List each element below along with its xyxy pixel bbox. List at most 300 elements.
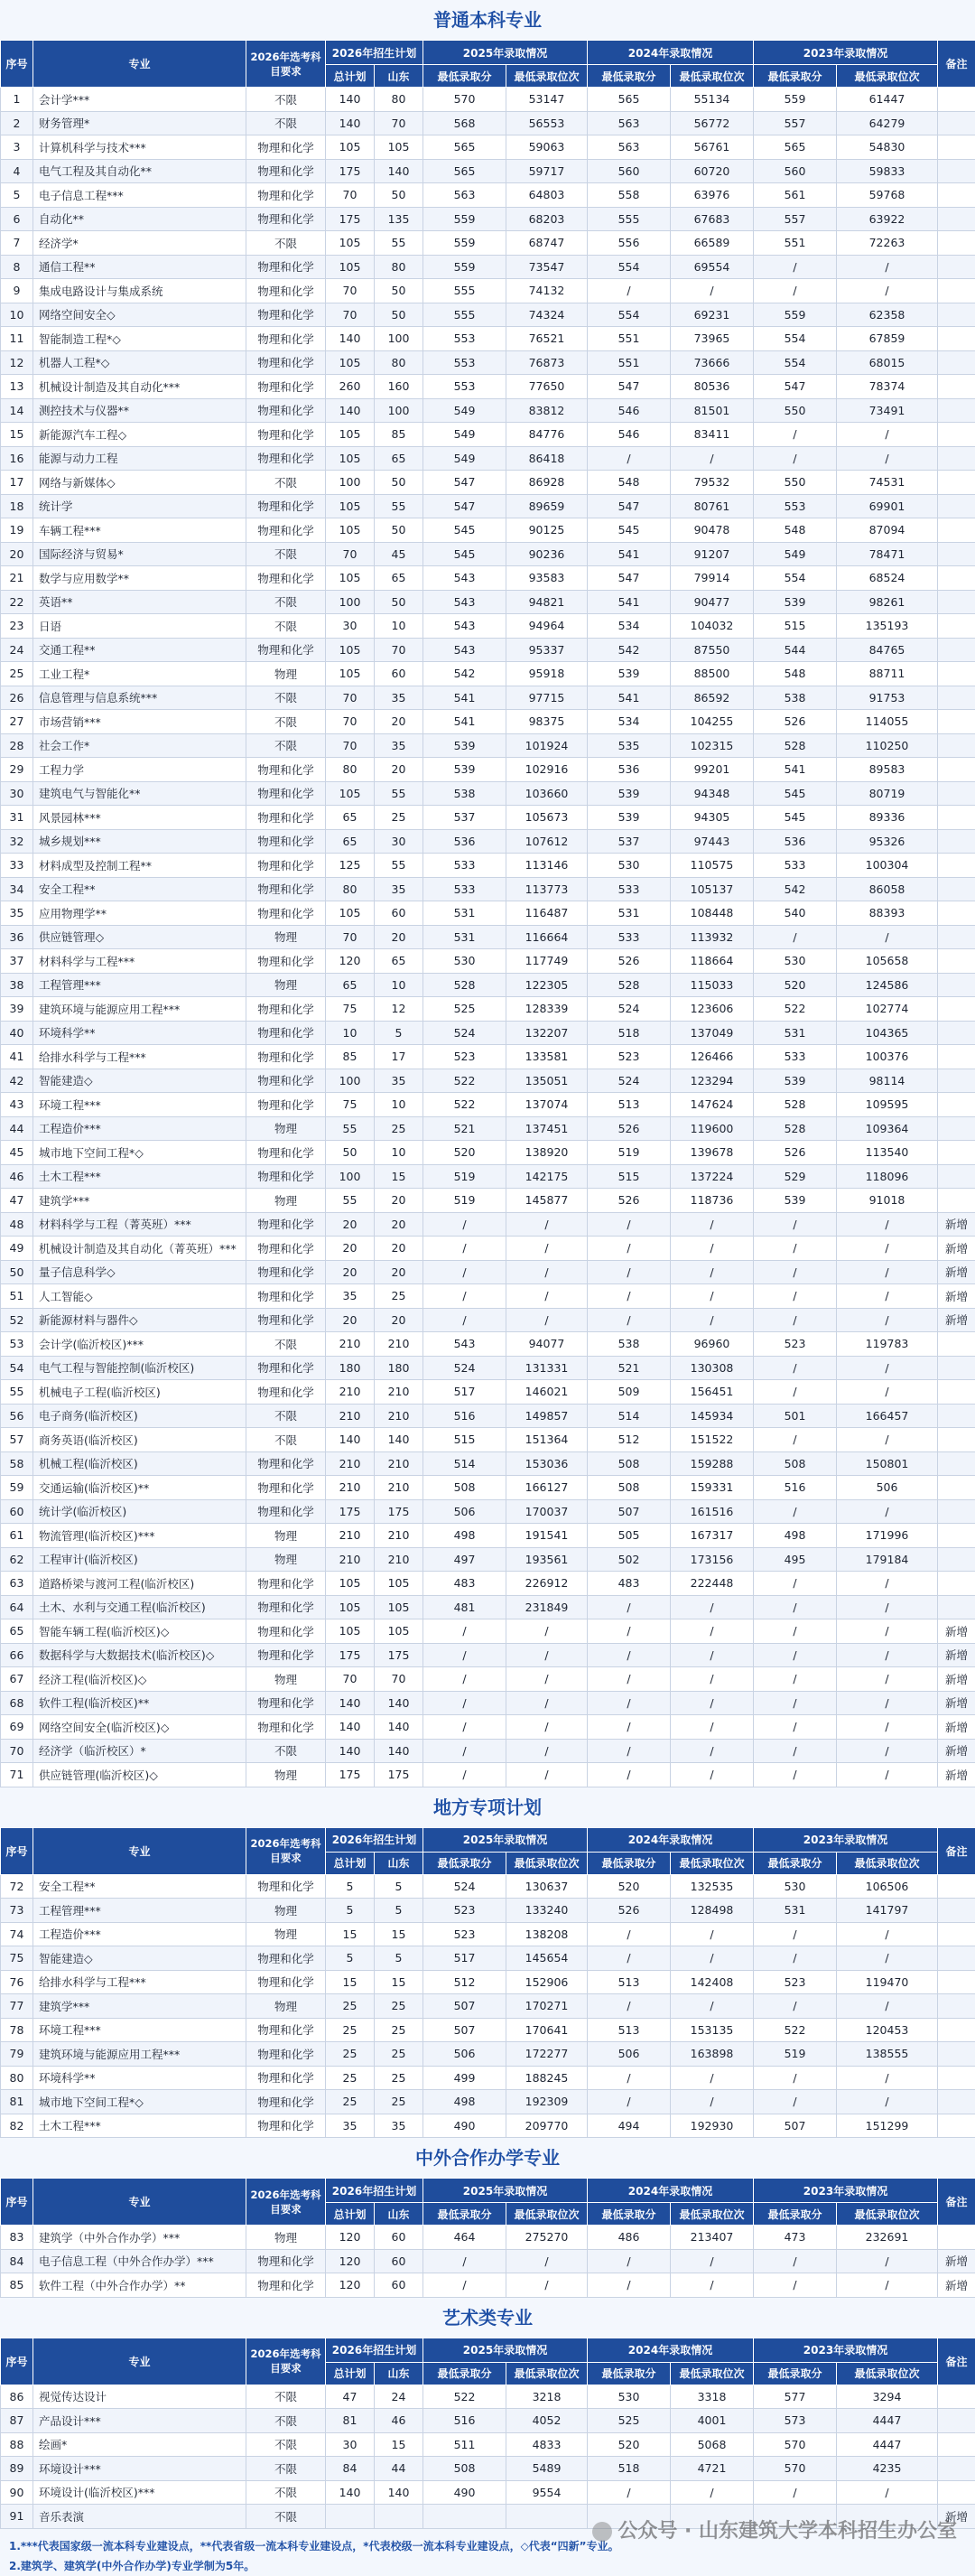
- table-row: [1, 1451, 975, 1476]
- cell-2023-rank: /: [837, 1237, 938, 1261]
- cell-2025-rank: 68747: [506, 231, 588, 256]
- cell-shandong-plan: 105: [375, 1595, 423, 1619]
- cell-shandong-plan: 25: [375, 2066, 423, 2090]
- cell-subject-req: 不限: [246, 1739, 326, 1763]
- cell-2023-rank: 120453: [837, 2018, 938, 2042]
- cell-note: [938, 471, 975, 495]
- cell-2023-rank: 62358: [837, 303, 938, 327]
- cell-2023-score: /: [754, 1308, 837, 1332]
- cell-2025-rank: 138920: [506, 1141, 588, 1165]
- cell-2025-rank: 53147: [506, 88, 588, 112]
- cell-2024-score: /: [588, 1308, 671, 1332]
- cell-shandong-plan: 20: [375, 1189, 423, 1213]
- cell-note: 新增: [938, 1763, 975, 1787]
- cell-total-plan: 105: [326, 518, 375, 543]
- cell-shandong-plan: 25: [375, 2090, 423, 2114]
- cell-2024-rank: 192930: [671, 2114, 754, 2138]
- cell-idx: 20: [1, 542, 33, 566]
- cell-2025-score: /: [423, 2249, 506, 2273]
- cell-note: [938, 854, 975, 878]
- cell-note: [938, 1547, 975, 1572]
- cell-subject-req: 不限: [246, 1428, 326, 1452]
- cell-note: [938, 877, 975, 901]
- cell-note: 新增: [938, 1308, 975, 1332]
- cell-2023-score: 528: [754, 733, 837, 758]
- cell-2024-score: 515: [588, 1164, 671, 1189]
- cell-2025-rank: 56553: [506, 111, 588, 135]
- cell-2024-rank: /: [671, 1284, 754, 1309]
- cell-2024-score: 526: [588, 1899, 671, 1923]
- cell-2024-score: /: [588, 2480, 671, 2505]
- cell-subject-req: 物理和化学: [246, 1946, 326, 1971]
- cell-2025-rank: 76873: [506, 350, 588, 375]
- header-idx: 序号: [1, 2179, 33, 2226]
- header-idx: 序号: [1, 1827, 33, 1874]
- cell-2024-score: /: [588, 1994, 671, 2019]
- table-row: [1, 1116, 975, 1141]
- cell-subject-req: 物理和化学: [246, 303, 326, 327]
- cell-note: [938, 1093, 975, 1117]
- cell-2023-score: 577: [754, 2385, 837, 2409]
- cell-2023-score: 528: [754, 1116, 837, 1141]
- cell-total-plan: 120: [326, 949, 375, 974]
- table-row: [1, 1021, 975, 1045]
- cell-major: 人工智能◇: [33, 1284, 246, 1309]
- cell-2024-rank: 123294: [671, 1069, 754, 1093]
- cell-subject-req: 不限: [246, 2505, 326, 2529]
- cell-2024-rank: 56772: [671, 111, 754, 135]
- header-min-rank-2024: 最低录取位次: [671, 65, 754, 88]
- cell-2023-rank: /: [837, 1643, 938, 1667]
- cell-2024-rank: /: [671, 446, 754, 471]
- cell-major: 统计学(临沂校区): [33, 1499, 246, 1524]
- cell-subject-req: 物理和化学: [246, 1308, 326, 1332]
- cell-2023-score: 553: [754, 494, 837, 518]
- cell-subject-req: 物理和化学: [246, 279, 326, 303]
- cell-2025-score: 545: [423, 542, 506, 566]
- cell-2023-score: 565: [754, 135, 837, 160]
- cell-major: 交通工程**: [33, 638, 246, 662]
- cell-2024-rank: 96960: [671, 1332, 754, 1357]
- cell-major: 工业工程*: [33, 662, 246, 686]
- cell-idx: 2: [1, 111, 33, 135]
- cell-idx: 7: [1, 231, 33, 256]
- cell-major: 安全工程**: [33, 1874, 246, 1899]
- cell-subject-req: 物理和化学: [246, 1141, 326, 1165]
- table-row: [1, 2114, 975, 2138]
- cell-2024-score: 520: [588, 2432, 671, 2457]
- cell-major: 商务英语(临沂校区): [33, 1428, 246, 1452]
- cell-major: 工程管理***: [33, 973, 246, 997]
- cell-2025-rank: /: [506, 1284, 588, 1309]
- cell-subject-req: 不限: [246, 2409, 326, 2433]
- cell-2024-score: 508: [588, 1476, 671, 1500]
- cell-2025-score: 559: [423, 255, 506, 279]
- cell-2023-score: /: [754, 1572, 837, 1596]
- cell-2025-score: 522: [423, 1093, 506, 1117]
- cell-major: 产品设计***: [33, 2409, 246, 2433]
- cell-note: [938, 2066, 975, 2090]
- cell-total-plan: 210: [326, 1380, 375, 1405]
- cell-2024-rank: 163898: [671, 2042, 754, 2067]
- cell-2025-rank: 64803: [506, 183, 588, 208]
- cell-2024-rank: 80761: [671, 494, 754, 518]
- cell-major: 视觉传达设计: [33, 2385, 246, 2409]
- cell-2025-rank: 170271: [506, 1994, 588, 2019]
- cell-2024-score: /: [588, 279, 671, 303]
- cell-2025-score: /: [423, 1260, 506, 1284]
- cell-major: 新能源材料与器件◇: [33, 1308, 246, 1332]
- cell-shandong-plan: 20: [375, 1260, 423, 1284]
- cell-2023-rank: 89583: [837, 758, 938, 782]
- table-row: [1, 231, 975, 256]
- cell-total-plan: 65: [326, 806, 375, 830]
- cell-note: [938, 255, 975, 279]
- cell-2023-score: 554: [754, 350, 837, 375]
- table-row: [1, 1874, 975, 1899]
- table-row: [1, 135, 975, 160]
- cell-note: [938, 88, 975, 112]
- cell-major: 机械设计制造及其自动化（菁英班）***: [33, 1237, 246, 1261]
- cell-2025-rank: 76521: [506, 327, 588, 351]
- cell-note: [938, 1970, 975, 1994]
- cell-note: [938, 2226, 975, 2250]
- cell-2025-rank: /: [506, 1237, 588, 1261]
- cell-2024-score: /: [588, 2249, 671, 2273]
- cell-2024-rank: /: [671, 1994, 754, 2019]
- cell-total-plan: 105: [326, 494, 375, 518]
- cell-2023-score: 549: [754, 542, 837, 566]
- cell-subject-req: 物理和化学: [246, 1380, 326, 1405]
- cell-2023-rank: 91753: [837, 686, 938, 710]
- cell-2023-score: /: [754, 1643, 837, 1667]
- cell-subject-req: 物理和化学: [246, 159, 326, 183]
- cell-idx: 21: [1, 566, 33, 591]
- cell-major: 建筑电气与智能化**: [33, 781, 246, 806]
- header-2023: 2023年录取情况: [754, 41, 938, 65]
- cell-2023-rank: 98261: [837, 590, 938, 614]
- wechat-icon: [592, 2522, 612, 2542]
- cell-subject-req: 不限: [246, 2480, 326, 2505]
- cell-2023-rank: /: [837, 2273, 938, 2298]
- cell-2024-rank: 97443: [671, 829, 754, 854]
- section-4: [0, 2298, 975, 2529]
- table-row: [1, 423, 975, 447]
- cell-2024-rank: 3318: [671, 2385, 754, 2409]
- cell-2024-rank: /: [671, 1946, 754, 1971]
- cell-2025-rank: 102916: [506, 758, 588, 782]
- cell-major: 电气工程及其自动化**: [33, 159, 246, 183]
- cell-subject-req: 物理和化学: [246, 1093, 326, 1117]
- cell-subject-req: 物理和化学: [246, 2249, 326, 2273]
- cell-subject-req: 物理和化学: [246, 1595, 326, 1619]
- cell-2024-rank: 83411: [671, 423, 754, 447]
- cell-2024-score: 520: [588, 1874, 671, 1899]
- cell-2024-rank: /: [671, 1237, 754, 1261]
- cell-2024-score: 530: [588, 2385, 671, 2409]
- cell-major: 自动化**: [33, 207, 246, 231]
- cell-subject-req: 不限: [246, 88, 326, 112]
- cell-idx: 79: [1, 2042, 33, 2067]
- cell-2023-score: 538: [754, 686, 837, 710]
- header-subject-req: 2026年选考科目要求: [246, 41, 326, 88]
- cell-2024-score: 546: [588, 423, 671, 447]
- cell-2023-score: 550: [754, 471, 837, 495]
- cell-major: 软件工程(临沂校区)**: [33, 1691, 246, 1715]
- cell-2023-score: 473: [754, 2226, 837, 2250]
- cell-2023-rank: 72263: [837, 231, 938, 256]
- cell-2023-rank: /: [837, 1356, 938, 1380]
- cell-shandong-plan: 100: [375, 398, 423, 423]
- cell-2023-score: /: [754, 1260, 837, 1284]
- cell-note: [938, 2409, 975, 2433]
- cell-2024-rank: 55134: [671, 88, 754, 112]
- cell-2024-score: 534: [588, 710, 671, 734]
- cell-note: [938, 183, 975, 208]
- cell-idx: 56: [1, 1404, 33, 1428]
- cell-2024-rank: 5068: [671, 2432, 754, 2457]
- cell-major: 建筑环境与能源应用工程***: [33, 997, 246, 1022]
- cell-2023-rank: 59833: [837, 159, 938, 183]
- cell-idx: 38: [1, 973, 33, 997]
- cell-shandong-plan: 70: [375, 638, 423, 662]
- cell-major: 智能建造◇: [33, 1946, 246, 1971]
- table-row: [1, 1045, 975, 1069]
- cell-idx: 89: [1, 2457, 33, 2481]
- cell-shandong-plan: 210: [375, 1332, 423, 1357]
- cell-shandong-plan: 140: [375, 1715, 423, 1740]
- cell-2025-rank: 172277: [506, 2042, 588, 2067]
- cell-total-plan: 25: [326, 2090, 375, 2114]
- cell-total-plan: 30: [326, 614, 375, 639]
- cell-idx: 58: [1, 1451, 33, 1476]
- cell-2023-rank: /: [837, 1763, 938, 1787]
- cell-2025-score: 543: [423, 614, 506, 639]
- table-row: [1, 806, 975, 830]
- cell-note: [938, 1994, 975, 2019]
- cell-total-plan: 5: [326, 1946, 375, 1971]
- header-major: 专业: [33, 41, 246, 88]
- cell-subject-req: 物理和化学: [246, 758, 326, 782]
- cell-note: [938, 135, 975, 160]
- cell-shandong-plan: 5: [375, 1021, 423, 1045]
- table-row: [1, 494, 975, 518]
- cell-note: [938, 2090, 975, 2114]
- cell-2023-score: 495: [754, 1547, 837, 1572]
- cell-2024-score: 542: [588, 638, 671, 662]
- cell-major: 材料科学与工程***: [33, 949, 246, 974]
- table-row: [1, 183, 975, 208]
- table-row: [1, 901, 975, 926]
- cell-major: 土木、水利与交通工程(临沂校区): [33, 1595, 246, 1619]
- cell-2025-rank: 89659: [506, 494, 588, 518]
- cell-2025-rank: 133240: [506, 1899, 588, 1923]
- cell-2025-rank: /: [506, 1763, 588, 1787]
- cell-2025-rank: 101924: [506, 733, 588, 758]
- cell-subject-req: 物理: [246, 1189, 326, 1213]
- cell-idx: 86: [1, 2385, 33, 2409]
- table-row: [1, 542, 975, 566]
- cell-2023-rank: /: [837, 1739, 938, 1763]
- cell-2024-rank: 118736: [671, 1189, 754, 1213]
- cell-2023-score: 516: [754, 1476, 837, 1500]
- cell-note: [938, 949, 975, 974]
- cell-total-plan: 5: [326, 1899, 375, 1923]
- cell-2024-score: 533: [588, 877, 671, 901]
- cell-2025-score: 549: [423, 423, 506, 447]
- cell-total-plan: 70: [326, 925, 375, 949]
- cell-2023-score: 548: [754, 662, 837, 686]
- cell-shandong-plan: 175: [375, 1643, 423, 1667]
- cell-2024-score: /: [588, 1237, 671, 1261]
- cell-shandong-plan: 25: [375, 1116, 423, 1141]
- cell-idx: 6: [1, 207, 33, 231]
- cell-2024-rank: 86592: [671, 686, 754, 710]
- cell-subject-req: 不限: [246, 733, 326, 758]
- cell-2025-score: /: [423, 2273, 506, 2298]
- cell-2025-rank: 192309: [506, 2090, 588, 2114]
- cell-subject-req: 物理和化学: [246, 1715, 326, 1740]
- cell-2024-rank: 4721: [671, 2457, 754, 2481]
- cell-2025-score: 521: [423, 1116, 506, 1141]
- cell-subject-req: 物理和化学: [246, 183, 326, 208]
- cell-2023-score: /: [754, 1739, 837, 1763]
- cell-2024-rank: 173156: [671, 1547, 754, 1572]
- table-row: [1, 1069, 975, 1093]
- cell-note: [938, 446, 975, 471]
- cell-subject-req: 不限: [246, 2457, 326, 2481]
- cell-2025-rank: 74132: [506, 279, 588, 303]
- cell-2023-rank: 84765: [837, 638, 938, 662]
- cell-shandong-plan: 12: [375, 997, 423, 1022]
- cell-2025-rank: 3218: [506, 2385, 588, 2409]
- cell-major: 智能建造◇: [33, 1069, 246, 1093]
- admission-table: [0, 2338, 975, 2529]
- header-note: 备注: [938, 2338, 975, 2385]
- cell-note: [938, 1946, 975, 1971]
- cell-total-plan: 180: [326, 1356, 375, 1380]
- cell-idx: 24: [1, 638, 33, 662]
- cell-2023-score: 520: [754, 973, 837, 997]
- cell-2024-rank: 137224: [671, 1164, 754, 1189]
- cell-shandong-plan: 65: [375, 446, 423, 471]
- cell-2023-rank: 138555: [837, 2042, 938, 2067]
- cell-shandong-plan: 5: [375, 1874, 423, 1899]
- cell-idx: 74: [1, 1922, 33, 1946]
- cell-total-plan: 100: [326, 1164, 375, 1189]
- cell-subject-req: 不限: [246, 2385, 326, 2409]
- cell-subject-req: 物理和化学: [246, 829, 326, 854]
- cell-2023-score: 519: [754, 2042, 837, 2067]
- cell-major: 智能制造工程*◇: [33, 327, 246, 351]
- header-min-score-2023: 最低录取分: [754, 65, 837, 88]
- cell-subject-req: 物理和化学: [246, 1164, 326, 1189]
- cell-major: 市场营销***: [33, 710, 246, 734]
- cell-2023-rank: 104365: [837, 1021, 938, 1045]
- cell-2023-score: /: [754, 1946, 837, 1971]
- cell-total-plan: 65: [326, 829, 375, 854]
- cell-idx: 16: [1, 446, 33, 471]
- cell-total-plan: 210: [326, 1332, 375, 1357]
- cell-2025-rank: 84776: [506, 423, 588, 447]
- cell-2025-rank: 117749: [506, 949, 588, 974]
- cell-major: 道路桥梁与渡河工程(临沂校区): [33, 1572, 246, 1596]
- cell-subject-req: 物理和化学: [246, 566, 326, 591]
- cell-note: 新增: [938, 1284, 975, 1309]
- cell-total-plan: 70: [326, 686, 375, 710]
- cell-total-plan: 75: [326, 997, 375, 1022]
- header-plan-2026: 2026年招生计划: [326, 41, 423, 65]
- cell-idx: 45: [1, 1141, 33, 1165]
- cell-2023-score: /: [754, 1428, 837, 1452]
- cell-major: 能源与动力工程: [33, 446, 246, 471]
- header-min-score-2024: 最低录取分: [588, 1852, 671, 1874]
- cell-subject-req: 物理和化学: [246, 446, 326, 471]
- cell-2024-rank: /: [671, 1715, 754, 1740]
- cell-2025-rank: 83812: [506, 398, 588, 423]
- cell-total-plan: 140: [326, 1428, 375, 1452]
- cell-total-plan: 140: [326, 1739, 375, 1763]
- cell-idx: 43: [1, 1093, 33, 1117]
- cell-2024-score: 538: [588, 1332, 671, 1357]
- cell-2023-score: 522: [754, 2018, 837, 2042]
- header-2025: 2025年录取情况: [423, 2338, 588, 2362]
- cell-2025-rank: 231849: [506, 1595, 588, 1619]
- header-plan-2026: 2026年招生计划: [326, 2179, 423, 2203]
- cell-major: 工程力学: [33, 758, 246, 782]
- cell-2025-rank: 128339: [506, 997, 588, 1022]
- cell-note: [938, 758, 975, 782]
- cell-2024-rank: 60720: [671, 159, 754, 183]
- cell-total-plan: 20: [326, 1260, 375, 1284]
- cell-2023-score: 523: [754, 1332, 837, 1357]
- cell-total-plan: 80: [326, 877, 375, 901]
- cell-major: 量子信息科学◇: [33, 1260, 246, 1284]
- cell-subject-req: 不限: [246, 111, 326, 135]
- cell-2023-score: 539: [754, 590, 837, 614]
- header-min-rank-2025: 最低录取位次: [506, 2203, 588, 2226]
- cell-2024-score: 536: [588, 758, 671, 782]
- cell-total-plan: 81: [326, 2409, 375, 2433]
- cell-shandong-plan: 50: [375, 279, 423, 303]
- cell-2025-rank: 90125: [506, 518, 588, 543]
- cell-2023-rank: /: [837, 1922, 938, 1946]
- cell-2024-rank: /: [671, 1763, 754, 1787]
- cell-shandong-plan: 35: [375, 1069, 423, 1093]
- cell-2023-rank: 95326: [837, 829, 938, 854]
- cell-2023-rank: 87094: [837, 518, 938, 543]
- cell-2024-rank: 81501: [671, 398, 754, 423]
- cell-2023-rank: 54830: [837, 135, 938, 160]
- cell-2024-score: /: [588, 1715, 671, 1740]
- cell-2023-score: 570: [754, 2457, 837, 2481]
- cell-subject-req: 物理和化学: [246, 1069, 326, 1093]
- cell-total-plan: 70: [326, 183, 375, 208]
- cell-subject-req: 物理和化学: [246, 1970, 326, 1994]
- header-min-rank-2024: 最低录取位次: [671, 2362, 754, 2385]
- cell-2023-rank: 88711: [837, 662, 938, 686]
- cell-shandong-plan: 80: [375, 350, 423, 375]
- cell-idx: 82: [1, 2114, 33, 2138]
- table-row: [1, 2226, 975, 2250]
- cell-2024-score: /: [588, 1284, 671, 1309]
- cell-total-plan: 175: [326, 207, 375, 231]
- cell-shandong-plan: 70: [375, 1667, 423, 1692]
- cell-2024-score: /: [588, 1691, 671, 1715]
- cell-2025-score: 520: [423, 1141, 506, 1165]
- cell-2023-score: /: [754, 1212, 837, 1237]
- cell-idx: 63: [1, 1572, 33, 1596]
